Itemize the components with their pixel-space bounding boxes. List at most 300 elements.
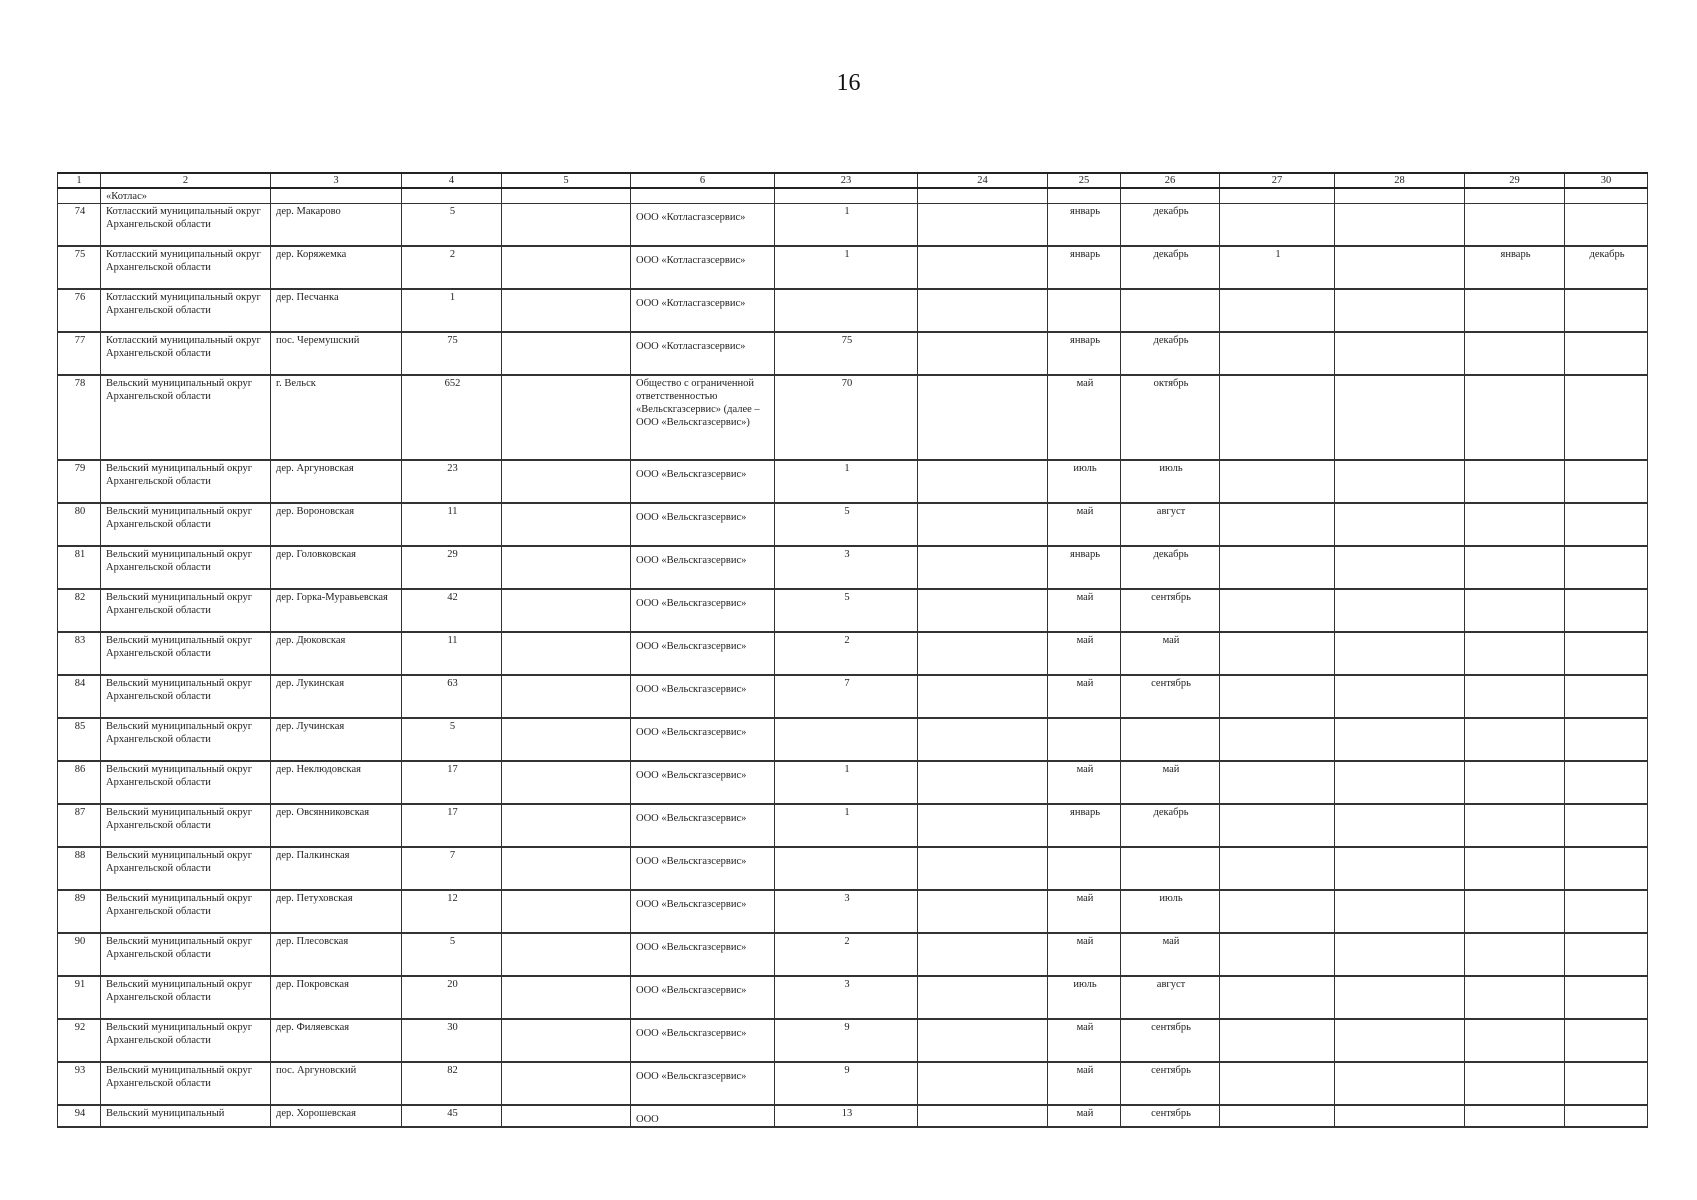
region-cell: Котласский муниципальный округ Архангельской области bbox=[101, 246, 271, 289]
col23-cell: 5 bbox=[775, 589, 918, 632]
region-cell: Вельский муниципальный округ Архангельской области bbox=[101, 847, 271, 890]
table-row bbox=[58, 503, 1648, 546]
organization-text: ООО «Котласгазсервис» bbox=[636, 341, 746, 352]
col25-month-cell: январь bbox=[1048, 204, 1121, 247]
col4-cell: 75 bbox=[402, 332, 502, 375]
header-cell: 4 bbox=[402, 173, 502, 188]
locality-cell: дер. Макарово bbox=[271, 204, 402, 247]
col27-cell bbox=[1220, 589, 1335, 632]
col30-month-cell bbox=[1565, 976, 1648, 1019]
organization-text: ООО «Вельскгазсервис» bbox=[636, 770, 747, 781]
row-number-cell: 89 bbox=[58, 890, 101, 933]
col24-cell bbox=[918, 546, 1048, 589]
region-cell: Вельский муниципальный округ Архангельской области bbox=[101, 375, 271, 460]
cell bbox=[918, 188, 1048, 204]
col26-month-cell: декабрь bbox=[1121, 546, 1220, 589]
col30-month-cell bbox=[1565, 718, 1648, 761]
organization-text: ООО «Вельскгазсервис» bbox=[636, 598, 747, 609]
locality-cell: дер. Лучинская bbox=[271, 718, 402, 761]
region-cell: Котласский муниципальный округ Архангельской области bbox=[101, 289, 271, 332]
col23-cell bbox=[775, 718, 918, 761]
col25-month-cell: май bbox=[1048, 890, 1121, 933]
col4-cell: 2 bbox=[402, 246, 502, 289]
locality-cell: пос. Аргуновский bbox=[271, 1062, 402, 1105]
col26-month-cell bbox=[1121, 289, 1220, 332]
locality-cell: дер. Плесовская bbox=[271, 933, 402, 976]
col23-cell: 70 bbox=[775, 375, 918, 460]
organization-cell bbox=[631, 503, 775, 546]
col30-month-cell bbox=[1565, 546, 1648, 589]
col26-month-cell: октябрь bbox=[1121, 375, 1220, 460]
region-cell: Вельский муниципальный bbox=[101, 1105, 271, 1127]
locality-cell: пос. Черемушский bbox=[271, 332, 402, 375]
cell bbox=[631, 188, 775, 204]
data-table bbox=[57, 172, 1648, 1128]
header-cell: 23 bbox=[775, 173, 918, 188]
row-number-cell: 76 bbox=[58, 289, 101, 332]
col25-month-cell: май bbox=[1048, 632, 1121, 675]
col26-month-cell: август bbox=[1121, 976, 1220, 1019]
col29-month-cell bbox=[1465, 589, 1565, 632]
organization-cell bbox=[631, 761, 775, 804]
organization-text: ООО «Вельскгазсервис» bbox=[636, 899, 747, 910]
col23-cell: 2 bbox=[775, 933, 918, 976]
row-number-cell: 86 bbox=[58, 761, 101, 804]
col4-cell: 17 bbox=[402, 761, 502, 804]
col27-cell bbox=[1220, 332, 1335, 375]
col27-cell bbox=[1220, 546, 1335, 589]
col23-cell: 3 bbox=[775, 546, 918, 589]
col26-month-cell: сентябрь bbox=[1121, 1019, 1220, 1062]
locality-cell: дер. Хорошевская bbox=[271, 1105, 402, 1127]
locality-cell: дер. Головковская bbox=[271, 546, 402, 589]
col27-cell bbox=[1220, 1019, 1335, 1062]
row-number-cell: 91 bbox=[58, 976, 101, 1019]
col24-cell bbox=[918, 332, 1048, 375]
col30-month-cell bbox=[1565, 289, 1648, 332]
region-cell: «Котлас» bbox=[101, 188, 271, 204]
locality-cell: дер. Петуховская bbox=[271, 890, 402, 933]
table-row bbox=[58, 375, 1648, 460]
cell bbox=[271, 188, 402, 204]
organization-text: ООО «Вельскгазсервис» bbox=[636, 684, 747, 695]
row-number-cell: 90 bbox=[58, 933, 101, 976]
cell bbox=[1121, 188, 1220, 204]
header-cell: 24 bbox=[918, 173, 1048, 188]
organization-cell bbox=[631, 804, 775, 847]
col28-cell bbox=[1335, 246, 1465, 289]
row-number-cell: 85 bbox=[58, 718, 101, 761]
continuation-row bbox=[58, 188, 1648, 204]
col24-cell bbox=[918, 933, 1048, 976]
locality-cell: дер. Покровская bbox=[271, 976, 402, 1019]
col24-cell bbox=[918, 204, 1048, 247]
col5-cell bbox=[502, 332, 631, 375]
header-cell: 26 bbox=[1121, 173, 1220, 188]
row-number-cell: 75 bbox=[58, 246, 101, 289]
header-cell: 29 bbox=[1465, 173, 1565, 188]
col30-month-cell bbox=[1565, 1019, 1648, 1062]
header-cell: 25 bbox=[1048, 173, 1121, 188]
row-number-cell: 81 bbox=[58, 546, 101, 589]
col5-cell bbox=[502, 546, 631, 589]
col23-cell: 1 bbox=[775, 460, 918, 503]
col29-month-cell bbox=[1465, 204, 1565, 247]
row-number-cell: 82 bbox=[58, 589, 101, 632]
region-cell: Вельский муниципальный округ Архангельской области bbox=[101, 460, 271, 503]
organization-text: ООО «Котласгазсервис» bbox=[636, 298, 746, 309]
col5-cell bbox=[502, 589, 631, 632]
organization-cell bbox=[631, 976, 775, 1019]
col24-cell bbox=[918, 632, 1048, 675]
col5-cell bbox=[502, 675, 631, 718]
organization-cell bbox=[631, 375, 775, 460]
organization-cell bbox=[631, 675, 775, 718]
col30-month-cell bbox=[1565, 589, 1648, 632]
col25-month-cell: май bbox=[1048, 503, 1121, 546]
col25-month-cell: январь bbox=[1048, 332, 1121, 375]
col28-cell bbox=[1335, 847, 1465, 890]
table-row bbox=[58, 1062, 1648, 1105]
col27-cell bbox=[1220, 761, 1335, 804]
col30-month-cell bbox=[1565, 675, 1648, 718]
col29-month-cell bbox=[1465, 503, 1565, 546]
col29-month-cell bbox=[1465, 1019, 1565, 1062]
col25-month-cell: июль bbox=[1048, 976, 1121, 1019]
col4-cell: 12 bbox=[402, 890, 502, 933]
col5-cell bbox=[502, 204, 631, 247]
organization-text: ООО «Вельскгазсервис» bbox=[636, 1028, 747, 1039]
col28-cell bbox=[1335, 503, 1465, 546]
col23-cell bbox=[775, 847, 918, 890]
col25-month-cell: январь bbox=[1048, 804, 1121, 847]
row-number-cell: 79 bbox=[58, 460, 101, 503]
header-cell: 2 bbox=[101, 173, 271, 188]
col5-cell bbox=[502, 933, 631, 976]
col24-cell bbox=[918, 1019, 1048, 1062]
organization-cell bbox=[631, 546, 775, 589]
col26-month-cell: декабрь bbox=[1121, 332, 1220, 375]
col4-cell: 42 bbox=[402, 589, 502, 632]
col23-cell: 2 bbox=[775, 632, 918, 675]
col4-cell: 17 bbox=[402, 804, 502, 847]
col26-month-cell: сентябрь bbox=[1121, 1062, 1220, 1105]
col26-month-cell: декабрь bbox=[1121, 204, 1220, 247]
organization-cell bbox=[631, 460, 775, 503]
locality-cell: дер. Палкинская bbox=[271, 847, 402, 890]
col25-month-cell bbox=[1048, 718, 1121, 761]
col29-month-cell bbox=[1465, 289, 1565, 332]
organization-text: ООО «Вельскгазсервис» bbox=[636, 942, 747, 953]
col23-cell: 9 bbox=[775, 1019, 918, 1062]
col26-month-cell: сентябрь bbox=[1121, 1105, 1220, 1127]
row-number-cell: 88 bbox=[58, 847, 101, 890]
col25-month-cell: май bbox=[1048, 761, 1121, 804]
organization-cell bbox=[631, 332, 775, 375]
organization-cell bbox=[631, 1062, 775, 1105]
table-row bbox=[58, 933, 1648, 976]
col24-cell bbox=[918, 976, 1048, 1019]
cell bbox=[1465, 188, 1565, 204]
col23-cell: 1 bbox=[775, 761, 918, 804]
col29-month-cell bbox=[1465, 718, 1565, 761]
header-cell: 28 bbox=[1335, 173, 1465, 188]
page-number: 16 bbox=[836, 70, 861, 96]
table-row bbox=[58, 460, 1648, 503]
locality-cell: дер. Горка-Муравьевская bbox=[271, 589, 402, 632]
header-cell: 30 bbox=[1565, 173, 1648, 188]
region-cell: Котласский муниципальный округ Архангельской области bbox=[101, 204, 271, 247]
col24-cell bbox=[918, 804, 1048, 847]
col4-cell: 11 bbox=[402, 632, 502, 675]
region-cell: Вельский муниципальный округ Архангельской области bbox=[101, 976, 271, 1019]
row-number-cell: 94 bbox=[58, 1105, 101, 1127]
cell bbox=[775, 188, 918, 204]
col28-cell bbox=[1335, 332, 1465, 375]
row-number-cell: 77 bbox=[58, 332, 101, 375]
organization-cell bbox=[631, 1019, 775, 1062]
region-cell: Вельский муниципальный округ Архангельской области bbox=[101, 589, 271, 632]
region-cell: Вельский муниципальный округ Архангельской области bbox=[101, 632, 271, 675]
col24-cell bbox=[918, 375, 1048, 460]
organization-cell bbox=[631, 632, 775, 675]
col30-month-cell bbox=[1565, 204, 1648, 247]
col28-cell bbox=[1335, 761, 1465, 804]
locality-cell: дер. Овсянниковская bbox=[271, 804, 402, 847]
col28-cell bbox=[1335, 718, 1465, 761]
locality-cell: г. Вельск bbox=[271, 375, 402, 460]
col27-cell bbox=[1220, 847, 1335, 890]
col5-cell bbox=[502, 890, 631, 933]
table-row bbox=[58, 632, 1648, 675]
col24-cell bbox=[918, 246, 1048, 289]
table-row bbox=[58, 589, 1648, 632]
col27-cell bbox=[1220, 976, 1335, 1019]
region-cell: Котласский муниципальный округ Архангельской области bbox=[101, 332, 271, 375]
header-cell: 5 bbox=[502, 173, 631, 188]
col29-month-cell bbox=[1465, 804, 1565, 847]
col26-month-cell: декабрь bbox=[1121, 804, 1220, 847]
col27-cell bbox=[1220, 1062, 1335, 1105]
cell bbox=[1335, 188, 1465, 204]
table-row bbox=[58, 976, 1648, 1019]
col5-cell bbox=[502, 460, 631, 503]
organization-cell bbox=[631, 933, 775, 976]
col23-cell: 13 bbox=[775, 1105, 918, 1127]
organization-cell bbox=[631, 718, 775, 761]
col29-month-cell bbox=[1465, 976, 1565, 1019]
col29-month-cell bbox=[1465, 1105, 1565, 1127]
col28-cell bbox=[1335, 375, 1465, 460]
organization-text: ООО «Вельскгазсервис» bbox=[636, 1071, 747, 1082]
row-number-cell: 83 bbox=[58, 632, 101, 675]
col26-month-cell: декабрь bbox=[1121, 246, 1220, 289]
organization-cell bbox=[631, 204, 775, 247]
col28-cell bbox=[1335, 1019, 1465, 1062]
col5-cell bbox=[502, 761, 631, 804]
col29-month-cell bbox=[1465, 546, 1565, 589]
locality-cell: дер. Лукинская bbox=[271, 675, 402, 718]
col4-cell: 20 bbox=[402, 976, 502, 1019]
region-cell: Вельский муниципальный округ Архангельской области bbox=[101, 675, 271, 718]
col5-cell bbox=[502, 718, 631, 761]
cell bbox=[1048, 188, 1121, 204]
col25-month-cell bbox=[1048, 289, 1121, 332]
col28-cell bbox=[1335, 589, 1465, 632]
col25-month-cell: май bbox=[1048, 675, 1121, 718]
col30-month-cell: декабрь bbox=[1565, 246, 1648, 289]
col28-cell bbox=[1335, 933, 1465, 976]
organization-text: ООО bbox=[636, 1114, 659, 1125]
table-body bbox=[58, 173, 1648, 1127]
col30-month-cell bbox=[1565, 375, 1648, 460]
col30-month-cell bbox=[1565, 632, 1648, 675]
col23-cell: 1 bbox=[775, 246, 918, 289]
col5-cell bbox=[502, 1019, 631, 1062]
col25-month-cell bbox=[1048, 847, 1121, 890]
col25-month-cell: май bbox=[1048, 1105, 1121, 1127]
region-cell: Вельский муниципальный округ Архангельской области bbox=[101, 761, 271, 804]
col30-month-cell bbox=[1565, 847, 1648, 890]
row-number-cell: 74 bbox=[58, 204, 101, 247]
col29-month-cell bbox=[1465, 332, 1565, 375]
col26-month-cell: май bbox=[1121, 761, 1220, 804]
col28-cell bbox=[1335, 804, 1465, 847]
col30-month-cell bbox=[1565, 933, 1648, 976]
table-row bbox=[58, 718, 1648, 761]
row-number-cell: 93 bbox=[58, 1062, 101, 1105]
organization-text: ООО «Вельскгазсервис» bbox=[636, 985, 747, 996]
col28-cell bbox=[1335, 1062, 1465, 1105]
organization-text: ООО «Котласгазсервис» bbox=[636, 255, 746, 266]
col26-month-cell: сентябрь bbox=[1121, 589, 1220, 632]
col5-cell bbox=[502, 632, 631, 675]
col5-cell bbox=[502, 804, 631, 847]
table-row bbox=[58, 890, 1648, 933]
organization-text: ООО «Вельскгазсервис» bbox=[636, 641, 747, 652]
col28-cell bbox=[1335, 204, 1465, 247]
col26-month-cell: июль bbox=[1121, 460, 1220, 503]
col25-month-cell: май bbox=[1048, 589, 1121, 632]
table-row bbox=[58, 204, 1648, 247]
row-number-cell: 92 bbox=[58, 1019, 101, 1062]
col24-cell bbox=[918, 890, 1048, 933]
col4-cell: 30 bbox=[402, 1019, 502, 1062]
col25-month-cell: январь bbox=[1048, 246, 1121, 289]
col29-month-cell bbox=[1465, 1062, 1565, 1105]
col30-month-cell bbox=[1565, 1105, 1648, 1127]
col5-cell bbox=[502, 976, 631, 1019]
col27-cell bbox=[1220, 1105, 1335, 1127]
col27-cell bbox=[1220, 933, 1335, 976]
region-cell: Вельский муниципальный округ Архангельской области bbox=[101, 890, 271, 933]
col4-cell: 29 bbox=[402, 546, 502, 589]
col4-cell: 1 bbox=[402, 289, 502, 332]
col5-cell bbox=[502, 503, 631, 546]
organization-text: ООО «Котласгазсервис» bbox=[636, 212, 746, 223]
locality-cell: дер. Аргуновская bbox=[271, 460, 402, 503]
col24-cell bbox=[918, 503, 1048, 546]
col4-cell: 63 bbox=[402, 675, 502, 718]
col27-cell bbox=[1220, 804, 1335, 847]
col4-cell: 5 bbox=[402, 204, 502, 247]
col30-month-cell bbox=[1565, 460, 1648, 503]
cell bbox=[1220, 188, 1335, 204]
col30-month-cell bbox=[1565, 503, 1648, 546]
col29-month-cell bbox=[1465, 375, 1565, 460]
col28-cell bbox=[1335, 289, 1465, 332]
locality-cell: дер. Песчанка bbox=[271, 289, 402, 332]
region-cell: Вельский муниципальный округ Архангельской области bbox=[101, 933, 271, 976]
organization-text: ООО «Вельскгазсервис» bbox=[636, 813, 747, 824]
col25-month-cell: июль bbox=[1048, 460, 1121, 503]
col5-cell bbox=[502, 1105, 631, 1127]
region-cell: Вельский муниципальный округ Архангельской области bbox=[101, 804, 271, 847]
col24-cell bbox=[918, 718, 1048, 761]
organization-text: ООО «Вельскгазсервис» bbox=[636, 469, 747, 480]
organization-text: ООО «Вельскгазсервис» bbox=[636, 727, 747, 738]
organization-text: ООО «Вельскгазсервис» bbox=[636, 555, 747, 566]
col27-cell bbox=[1220, 375, 1335, 460]
col28-cell bbox=[1335, 460, 1465, 503]
col27-cell bbox=[1220, 890, 1335, 933]
col29-month-cell bbox=[1465, 632, 1565, 675]
col26-month-cell: сентябрь bbox=[1121, 675, 1220, 718]
col27-cell bbox=[1220, 718, 1335, 761]
header-cell: 6 bbox=[631, 173, 775, 188]
header-cell: 27 bbox=[1220, 173, 1335, 188]
header-row bbox=[58, 173, 1648, 188]
col24-cell bbox=[918, 1105, 1048, 1127]
col4-cell: 82 bbox=[402, 1062, 502, 1105]
col28-cell bbox=[1335, 976, 1465, 1019]
col26-month-cell: август bbox=[1121, 503, 1220, 546]
table-row bbox=[58, 289, 1648, 332]
col29-month-cell bbox=[1465, 933, 1565, 976]
col23-cell: 1 bbox=[775, 204, 918, 247]
table-row bbox=[58, 761, 1648, 804]
col23-cell: 5 bbox=[775, 503, 918, 546]
col26-month-cell: май bbox=[1121, 632, 1220, 675]
col25-month-cell: май bbox=[1048, 1062, 1121, 1105]
col25-month-cell: май bbox=[1048, 933, 1121, 976]
col24-cell bbox=[918, 460, 1048, 503]
col30-month-cell bbox=[1565, 332, 1648, 375]
col28-cell bbox=[1335, 890, 1465, 933]
col29-month-cell bbox=[1465, 675, 1565, 718]
cell bbox=[58, 188, 101, 204]
col30-month-cell bbox=[1565, 804, 1648, 847]
region-cell: Вельский муниципальный округ Архангельской области bbox=[101, 1062, 271, 1105]
col4-cell: 23 bbox=[402, 460, 502, 503]
col27-cell bbox=[1220, 204, 1335, 247]
col24-cell bbox=[918, 847, 1048, 890]
table-row bbox=[58, 246, 1648, 289]
col5-cell bbox=[502, 1062, 631, 1105]
organization-cell bbox=[631, 847, 775, 890]
col23-cell: 7 bbox=[775, 675, 918, 718]
col23-cell: 9 bbox=[775, 1062, 918, 1105]
col27-cell bbox=[1220, 460, 1335, 503]
col4-cell: 652 bbox=[402, 375, 502, 460]
table-row bbox=[58, 804, 1648, 847]
col29-month-cell bbox=[1465, 460, 1565, 503]
region-cell: Вельский муниципальный округ Архангельской области bbox=[101, 546, 271, 589]
header-cell: 3 bbox=[271, 173, 402, 188]
organization-cell bbox=[631, 289, 775, 332]
col4-cell: 5 bbox=[402, 933, 502, 976]
col24-cell bbox=[918, 675, 1048, 718]
